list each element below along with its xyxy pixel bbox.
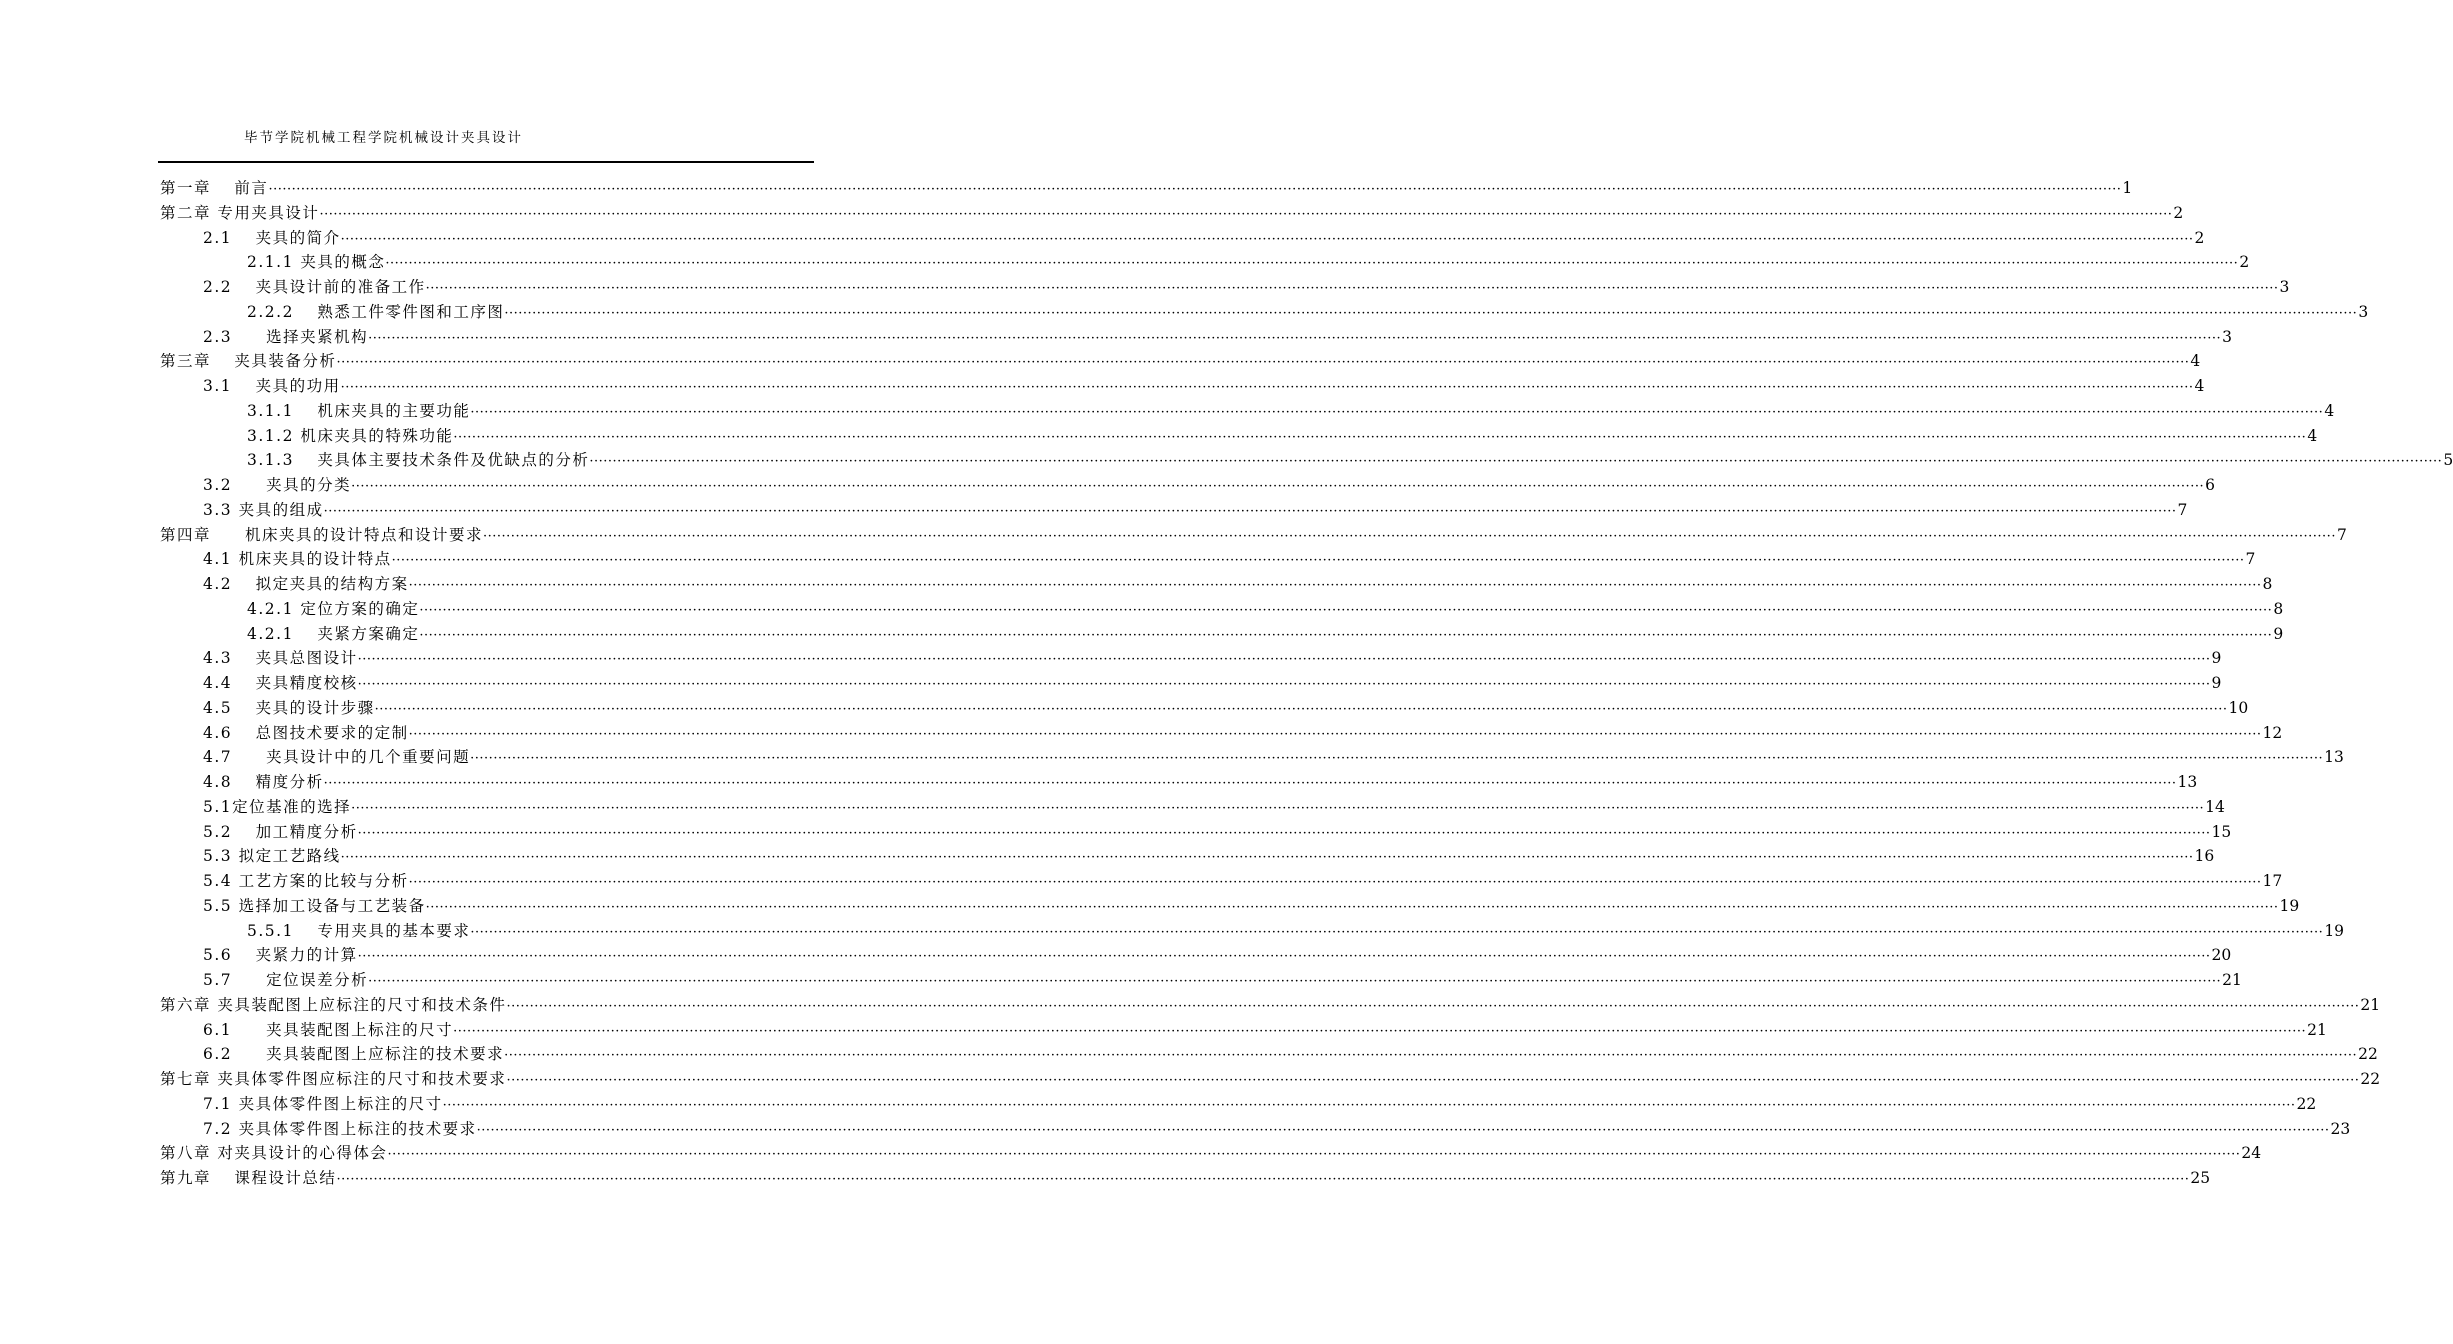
dot-leader: ················································································································································································································································································································································································································	[323, 776, 2177, 791]
dot-leader: ················································································································································································································································································································································································································	[319, 206, 2173, 222]
toc-entry-title: 3.1.2 机床夹具的特殊功能	[247, 426, 454, 445]
toc-entry-page: 19	[2279, 896, 2300, 915]
toc-entry-title: 3.3 夹具的组成	[203, 500, 324, 519]
toc-entry-page: 2	[2194, 228, 2205, 247]
toc-entry-page: 2	[2173, 203, 2184, 222]
toc-entry-title: 6.1 夹具装配图上标注的尺寸	[203, 1020, 454, 1039]
dot-leader: ················································································································································································································································································································································································································	[340, 231, 2194, 247]
running-header: 毕节学院机械工程学院机械设计夹具设计	[244, 130, 523, 146]
toc-entry-title: 3.1.3 夹具体主要技术条件及优缺点的分析	[247, 451, 590, 470]
toc-entry[interactable]	[160, 869, 2283, 894]
toc-entry[interactable]	[160, 1018, 2327, 1043]
toc-entry[interactable]	[160, 671, 2222, 696]
dot-leader: ················································································································································································································································································································································································································	[385, 256, 2239, 272]
toc-entry-page: 4	[2190, 352, 2201, 371]
toc-entry[interactable]	[160, 597, 2284, 622]
dot-leader: ················································································································································································································································································································································································································	[351, 800, 2205, 816]
dot-leader: ················································································································································································································································································································································································································	[483, 528, 2336, 544]
toc-entry-page: 3	[2358, 302, 2369, 321]
toc-entry-page: 3	[2279, 278, 2290, 296]
toc-entry-page: 23	[2330, 1119, 2351, 1138]
dot-leader: ················································································································································································································································································································································································································	[504, 1048, 2358, 1064]
toc-entry-page: 9	[2211, 649, 2222, 668]
dot-leader: ················································································································································································································································································································································································································	[425, 899, 2279, 915]
toc-entry-title: 4.1 机床夹具的设计特点	[203, 550, 392, 569]
toc-entry-page: 8	[2262, 575, 2273, 593]
dot-leader: ················································································································································································································································································································································································································	[408, 726, 2262, 742]
dot-leader: ················································································································································································································································································································································································································	[470, 404, 2324, 420]
dot-leader: ················································································································································································································································································································································································································	[476, 1122, 2330, 1138]
toc-entry-title: 2.1.1 夹具的概念	[247, 253, 386, 272]
toc-entry-page: 7	[2245, 550, 2256, 569]
toc-entry-page: 24	[2241, 1144, 2262, 1163]
toc-entry[interactable]	[160, 448, 2453, 473]
dot-leader: ················································································································································································································································································································································································································	[442, 1097, 2296, 1113]
toc-entry-title: 5.4 工艺方案的比较与分析	[203, 872, 409, 890]
toc-entry[interactable]	[160, 894, 2300, 919]
dot-leader: ················································································································································································································································································································································································································	[357, 949, 2211, 965]
toc-entry-page: 21	[2222, 971, 2242, 989]
dot-leader: ················································································································································································································································································································································································································	[351, 479, 2205, 494]
dot-leader: ················································································································································································································································································································································································································	[357, 652, 2211, 668]
toc-entry[interactable]	[160, 696, 2249, 721]
toc-entry-page: 4	[2324, 401, 2335, 420]
toc-entry[interactable]	[160, 547, 2256, 572]
toc-entry-page: 7	[2336, 525, 2347, 544]
toc-entry[interactable]	[160, 523, 2347, 548]
toc-entry-title: 5.5 选择加工设备与工艺装备	[203, 896, 426, 915]
toc-entry-title: 2.2.2 熟悉工件零件图和工序图	[247, 302, 505, 321]
toc-entry-title: 4.7 夹具设计中的几个重要问题	[203, 748, 471, 767]
toc-entry-page: 16	[2194, 847, 2215, 866]
dot-leader: ················································································································································································································································································································································································································	[470, 924, 2324, 940]
toc-entry-title: 5.1定位基准的选择	[203, 797, 352, 816]
toc-entry[interactable]	[160, 795, 2225, 820]
dot-leader: ················································································································································································································································································································································································································	[589, 454, 2443, 470]
toc-entry-title: 第一章 前言	[160, 179, 269, 197]
dot-leader: ················································································································································································································································································································································································································	[336, 355, 2190, 371]
toc-entry-page: 13	[2324, 748, 2344, 767]
dot-leader: ················································································································································································································································································································································································································	[506, 1073, 2360, 1088]
toc-entry[interactable]	[160, 572, 2273, 597]
dot-leader: ················································································································································································································································································································································································································	[340, 380, 2194, 395]
toc-entry-page: 21	[2307, 1020, 2327, 1039]
toc-entry-title: 3.2 夹具的分类	[203, 476, 352, 494]
toc-entry-page: 4	[2194, 377, 2205, 395]
toc-entry-page: 13	[2177, 773, 2198, 791]
toc-entry[interactable]	[160, 176, 2133, 201]
toc-entry[interactable]	[160, 943, 2232, 968]
toc-entry-title: 2.1 夹具的简介	[203, 228, 341, 247]
toc-entry-page: 22	[2358, 1045, 2378, 1064]
toc-entry-page: 9	[2211, 674, 2222, 692]
toc-entry[interactable]	[160, 721, 2283, 746]
dot-leader: ················································································································································································································································································································································································································	[268, 182, 2122, 197]
toc-entry-page: 6	[2205, 476, 2215, 494]
toc-entry-page: 22	[2360, 1070, 2381, 1088]
toc-entry[interactable]	[160, 646, 2222, 671]
toc-entry[interactable]	[160, 1166, 2211, 1191]
toc-entry-page: 7	[2177, 500, 2188, 519]
dot-leader: ················································································································································································································································································································································································································	[357, 825, 2211, 841]
dot-leader: ················································································································································································································································································································································································································	[506, 998, 2360, 1014]
dot-leader: ················································································································································································································································································································································································································	[374, 701, 2228, 717]
toc-entry[interactable]	[160, 349, 2201, 374]
toc-entry[interactable]	[160, 770, 2198, 795]
toc-entry-page: 12	[2262, 723, 2283, 742]
toc-entry-page: 20	[2211, 946, 2232, 965]
toc-entry-title: 第三章 夹具装备分析	[160, 352, 337, 371]
toc-entry[interactable]	[160, 844, 2215, 869]
toc-entry-title: 4.3 夹具总图设计	[203, 649, 358, 668]
toc-entry[interactable]	[160, 968, 2242, 993]
toc-entry-title: 第九章 课程设计总结	[160, 1169, 337, 1187]
dot-leader: ················································································································································································································································································································································································································	[504, 305, 2358, 321]
toc-entry[interactable]	[160, 919, 2345, 944]
toc-entry[interactable]	[160, 250, 2250, 275]
toc-entry-page: 15	[2211, 822, 2232, 841]
toc-entry-page: 22	[2296, 1094, 2317, 1113]
dot-leader: ················································································································································································································································································································································································································	[323, 503, 2177, 519]
dot-leader: ················································································································································································································································································································································································································	[368, 974, 2222, 989]
toc-entry[interactable]	[160, 325, 2232, 350]
toc-entry[interactable]	[160, 745, 2344, 770]
dot-leader: ················································································································································································································································································································································································································	[470, 751, 2324, 767]
dot-leader: ················································································································································································································································································································································································································	[453, 429, 2307, 445]
toc-entry-title: 5.5.1 专用夹具的基本要求	[247, 921, 471, 940]
toc-entry[interactable]	[160, 275, 2290, 300]
toc-entry-title: 第四章 机床夹具的设计特点和设计要求	[160, 525, 484, 544]
toc-entry-title: 3.1.1 机床夹具的主要功能	[247, 401, 471, 420]
toc-entry-title: 第二章 专用夹具设计	[160, 203, 320, 222]
toc-entry-page: 25	[2190, 1169, 2211, 1187]
toc-entry-title: 2.3 选择夹紧机构	[203, 327, 369, 346]
toc-entry[interactable]	[160, 399, 2335, 424]
toc-entry[interactable]	[160, 473, 2215, 498]
toc-entry-title: 7.2 夹具体零件图上标注的技术要求	[203, 1119, 477, 1138]
toc-entry[interactable]	[160, 226, 2205, 251]
header-rule	[158, 161, 814, 163]
toc-entry[interactable]	[160, 424, 2318, 449]
dot-leader: ················································································································································································································································································································································································································	[419, 602, 2273, 618]
dot-leader: ················································································································································································································································································································································································································	[340, 850, 2194, 866]
toc-entry-title: 7.1 夹具体零件图上标注的尺寸	[203, 1094, 443, 1113]
toc-entry-page: 2	[2239, 253, 2250, 272]
toc-entry-title: 4.4 夹具精度校核	[203, 674, 358, 692]
toc-entry-title: 第八章 对夹具设计的心得体会	[160, 1144, 388, 1163]
toc-entry-page: 1	[2122, 179, 2133, 197]
toc-entry-title: 5.7 定位误差分析	[203, 971, 369, 989]
toc-entry-title: 第六章 夹具装配图上应标注的尺寸和技术条件	[160, 995, 507, 1014]
toc-entry-page: 5	[2443, 451, 2453, 470]
toc-entry[interactable]	[160, 300, 2369, 325]
toc-entry-page: 9	[2273, 624, 2284, 643]
toc-entry-page: 21	[2360, 995, 2381, 1014]
table-of-contents	[160, 176, 2453, 1191]
toc-entry[interactable]	[160, 201, 2184, 226]
toc-entry-page: 8	[2273, 599, 2284, 618]
dot-leader: ················································································································································································································································································································································································································	[391, 553, 2245, 569]
toc-entry-title: 5.6 夹紧力的计算	[203, 946, 358, 965]
toc-entry[interactable]	[160, 1042, 2378, 1067]
toc-entry-title: 3.1 夹具的功用	[203, 377, 341, 395]
toc-entry-title: 4.2.1 定位方案的确定	[247, 599, 420, 618]
toc-entry[interactable]	[160, 820, 2232, 845]
toc-entry[interactable]	[160, 1141, 2262, 1166]
toc-entry[interactable]	[160, 622, 2284, 647]
toc-entry-title: 第七章 夹具体零件图应标注的尺寸和技术要求	[160, 1070, 507, 1088]
toc-entry-title: 4.8 精度分析	[203, 773, 324, 791]
dot-leader: ················································································································································································································································································································································································································	[419, 627, 2273, 643]
dot-leader: ················································································································································································································································································································································································································	[453, 1023, 2307, 1039]
toc-entry-title: 4.6 总图技术要求的定制	[203, 723, 409, 742]
toc-entry[interactable]	[160, 993, 2381, 1018]
toc-entry-page: 4	[2307, 426, 2318, 445]
dot-leader: ················································································································································································································································································································································································································	[408, 875, 2262, 890]
toc-entry-page: 19	[2324, 921, 2345, 940]
toc-entry-title: 2.2 夹具设计前的准备工作	[203, 278, 426, 296]
toc-entry-title: 5.2 加工精度分析	[203, 822, 358, 841]
toc-entry[interactable]	[160, 1117, 2351, 1142]
dot-leader: ················································································································································································································································································································································································································	[387, 1147, 2241, 1163]
toc-entry-title: 4.2 拟定夹具的结构方案	[203, 575, 409, 593]
toc-entry-title: 6.2 夹具装配图上应标注的技术要求	[203, 1045, 505, 1064]
dot-leader: ················································································································································································································································································································································································································	[357, 677, 2211, 692]
toc-entry[interactable]	[160, 1092, 2317, 1117]
toc-entry-title: 5.3 拟定工艺路线	[203, 847, 341, 866]
toc-entry-title: 4.5 夹具的设计步骤	[203, 698, 375, 717]
dot-leader: ················································································································································································································································································································································································································	[408, 578, 2262, 593]
toc-entry-page: 17	[2262, 872, 2283, 890]
dot-leader: ················································································································································································································································································································································································································	[368, 330, 2222, 346]
toc-entry-page: 3	[2222, 327, 2232, 346]
toc-entry[interactable]	[160, 498, 2188, 523]
toc-entry-page: 14	[2205, 797, 2225, 816]
dot-leader: ················································································································································································································································································································································································································	[425, 281, 2279, 296]
toc-entry[interactable]	[160, 1067, 2381, 1092]
toc-entry[interactable]	[160, 374, 2205, 399]
dot-leader: ················································································································································································································································································································································································································	[336, 1172, 2190, 1187]
toc-entry-title: 4.2.1 夹紧方案确定	[247, 624, 420, 643]
toc-entry-page: 10	[2228, 698, 2249, 717]
